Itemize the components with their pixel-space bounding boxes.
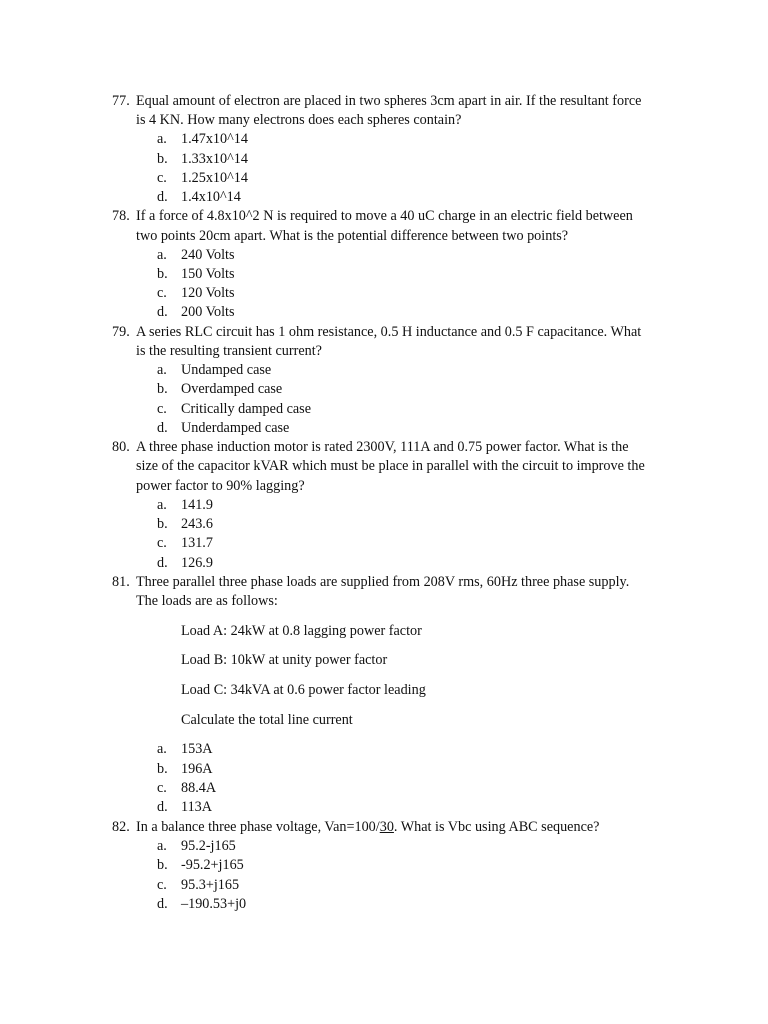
- angle-value: 30: [379, 819, 394, 835]
- option-letter: c.: [157, 535, 167, 551]
- option-letter: c.: [157, 285, 167, 301]
- question-text-prefix: In a balance three phase voltage, Van=100/: [136, 819, 380, 835]
- option-text: 243.6: [181, 516, 213, 532]
- option-letter: d.: [157, 555, 168, 571]
- option-letter: a.: [157, 131, 167, 147]
- option-text: 120 Volts: [181, 285, 235, 301]
- option-text: 1.33x10^14: [181, 151, 248, 167]
- question-text-line: [136, 818, 599, 837]
- question-text-line: A three phase induction motor is rated 2300V, 111A and 0.75 power factor. What is the: [136, 439, 629, 455]
- question-text-suffix: . What is Vbc using ABC sequence?: [393, 819, 600, 835]
- question-number: 78.: [112, 208, 130, 224]
- option-letter: c.: [157, 170, 167, 186]
- option-letter: b.: [157, 381, 168, 397]
- load-description: Load A: 24kW at 0.8 lagging power factor: [181, 623, 422, 639]
- load-description: Load B: 10kW at unity power factor: [181, 652, 388, 668]
- question-number: 77.: [112, 93, 130, 109]
- option-text: 240 Volts: [181, 247, 235, 263]
- option-letter: c.: [157, 401, 167, 417]
- option-letter: b.: [157, 516, 168, 532]
- question-number: 79.: [112, 324, 130, 340]
- load-description: Load C: 34kVA at 0.6 power factor leading: [181, 682, 426, 698]
- option-text: 131.7: [181, 535, 213, 551]
- question-text-line: The loads are as follows:: [136, 593, 278, 609]
- question-instruction: Calculate the total line current: [181, 712, 353, 728]
- option-letter: c.: [157, 780, 167, 796]
- option-text: 1.25x10^14: [181, 170, 248, 186]
- question-text-line: power factor to 90% lagging?: [136, 478, 305, 494]
- option-letter: d.: [157, 420, 168, 436]
- option-letter: b.: [157, 761, 168, 777]
- option-text: 113A: [181, 799, 213, 815]
- option-text: 1.47x10^14: [181, 131, 248, 147]
- question-number: 81.: [112, 574, 130, 590]
- option-letter: d.: [157, 304, 168, 320]
- option-text: 1.4x10^14: [181, 189, 241, 205]
- question-text-line: is the resulting transient current?: [136, 343, 322, 359]
- option-letter: d.: [157, 896, 168, 912]
- option-text: 126.9: [181, 555, 213, 571]
- option-text: Underdamped case: [181, 420, 290, 436]
- question-number: 82.: [112, 819, 130, 835]
- option-text: 200 Volts: [181, 304, 235, 320]
- option-text: 150 Volts: [181, 266, 235, 282]
- question-text-line: Equal amount of electron are placed in two spheres 3cm apart in air. If the resultant force: [136, 93, 642, 109]
- option-text: –190.53+j0: [181, 896, 247, 912]
- option-text: Overdamped case: [181, 381, 283, 397]
- option-text: Critically damped case: [181, 401, 312, 417]
- option-letter: a.: [157, 741, 167, 757]
- option-text: 153A: [181, 741, 213, 757]
- option-letter: a.: [157, 362, 167, 378]
- option-text: Undamped case: [181, 362, 272, 378]
- option-letter: b.: [157, 151, 168, 167]
- option-letter: d.: [157, 189, 168, 205]
- question-text-line: is 4 KN. How many electrons does each spheres contain?: [136, 112, 462, 128]
- option-text: -95.2+j165: [181, 857, 244, 873]
- option-letter: a.: [157, 838, 167, 854]
- question-text-line: If a force of 4.8x10^2 N is required to move a 40 uC charge in an electric field between: [136, 208, 633, 224]
- option-letter: c.: [157, 877, 167, 893]
- question-text-line: A series RLC circuit has 1 ohm resistance, 0.5 H inductance and 0.5 F capacitance. What: [136, 324, 642, 340]
- question-text-line: size of the capacitor kVAR which must be place in parallel with the circuit to improve the: [136, 458, 645, 474]
- option-letter: d.: [157, 799, 168, 815]
- question-text-line: Three parallel three phase loads are supplied from 208V rms, 60Hz three phase supply.: [136, 574, 630, 590]
- option-text: 95.2-j165: [181, 838, 236, 854]
- option-text: 196A: [181, 761, 213, 777]
- question-number: 80.: [112, 439, 130, 455]
- option-text: 95.3+j165: [181, 877, 240, 893]
- option-letter: a.: [157, 497, 167, 513]
- question-text-line: two points 20cm apart. What is the potential difference between two points?: [136, 228, 569, 244]
- option-letter: b.: [157, 857, 168, 873]
- option-text: 88.4A: [181, 780, 217, 796]
- option-letter: b.: [157, 266, 168, 282]
- option-text: 141.9: [181, 497, 213, 513]
- option-letter: a.: [157, 247, 167, 263]
